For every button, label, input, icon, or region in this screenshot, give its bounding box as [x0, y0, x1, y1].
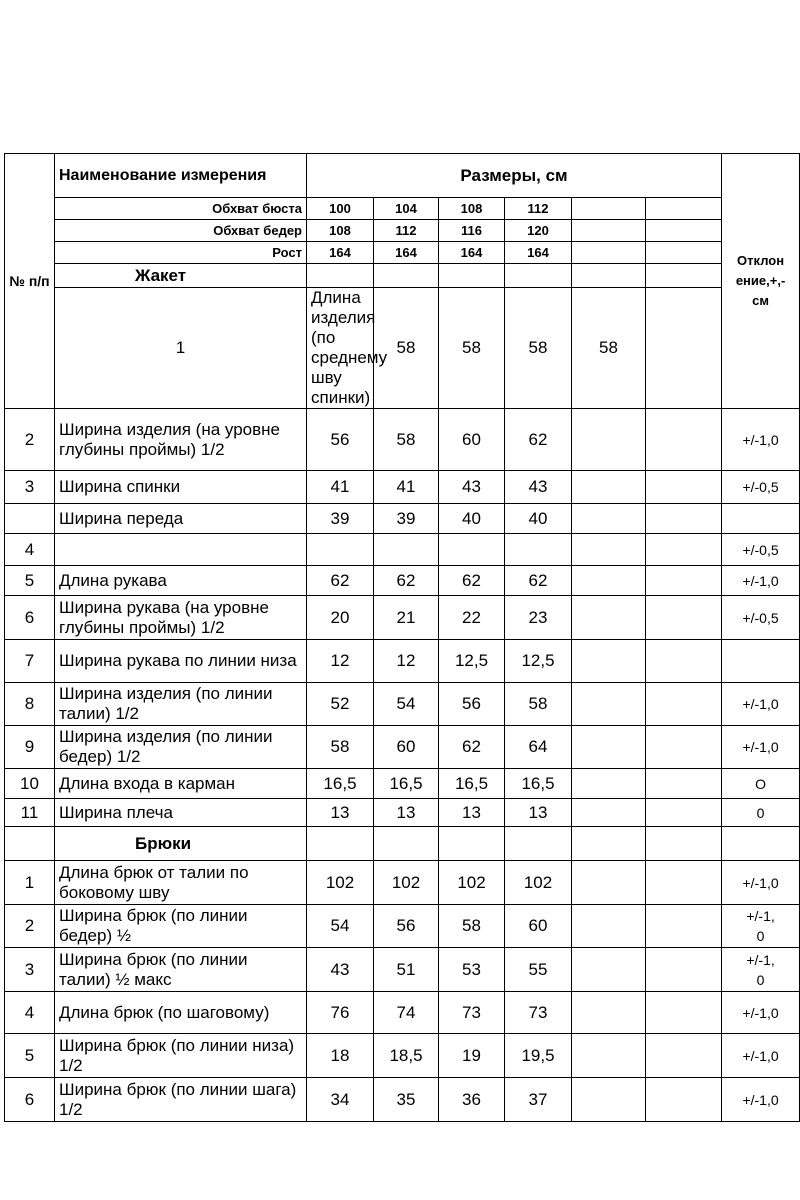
measurement-value: 76 [307, 992, 374, 1034]
measurement-value: 40 [439, 504, 505, 534]
table-row [5, 769, 800, 799]
empty-cell [646, 905, 722, 948]
table-row [5, 288, 800, 409]
measurement-value: 58 [505, 683, 572, 726]
measurement-name: Ширина изделия (на уровне глубины проймы) 1/2 [55, 409, 307, 471]
empty-cell [646, 1034, 722, 1078]
row-number: 2 [5, 905, 55, 948]
row-number: 5 [5, 566, 55, 596]
measurement-value: 18,5 [374, 1034, 439, 1078]
header-size-value: 108 [307, 220, 374, 242]
deviation-value: +/-1,0 [742, 739, 779, 755]
row-number: 1 [5, 861, 55, 905]
measurement-value: 56 [374, 905, 439, 948]
empty-cell [572, 1078, 646, 1122]
measurement-value: 36 [439, 1078, 505, 1122]
deviation-cell [722, 861, 800, 905]
measurement-value: 58 [439, 288, 505, 409]
empty-cell [646, 726, 722, 769]
measurement-value: 54 [374, 683, 439, 726]
empty-cell [646, 596, 722, 640]
measurement-value: 62 [439, 726, 505, 769]
measurement-value: 43 [307, 948, 374, 992]
empty-cell [572, 220, 646, 242]
measurement-name: Ширина плеча [55, 799, 307, 827]
measurement-value: 74 [374, 992, 439, 1034]
header-size-value: 164 [307, 242, 374, 264]
measurement-name: Ширина переда [55, 504, 307, 534]
row-number: 2 [5, 409, 55, 471]
deviation-cell [722, 596, 800, 640]
measurement-name: Ширина брюк (по линии шага) 1/2 [55, 1078, 307, 1122]
deviation-value: +/-1,0 [742, 572, 779, 589]
measurement-name: Ширина изделия (по линии талии) 1/2 [55, 683, 307, 726]
table-row [5, 566, 800, 596]
empty-cell [439, 264, 505, 288]
table-row [5, 1034, 800, 1078]
header-size-value: 108 [439, 198, 505, 220]
measurement-name: Ширина рукава по линии низа [55, 640, 307, 683]
deviation-cell [722, 683, 800, 726]
measurement-value: 20 [307, 596, 374, 640]
measurement-value: 39 [374, 504, 439, 534]
measurement-value: 37 [505, 1078, 572, 1122]
measurement-name: Длина брюк (по шаговому) [55, 992, 307, 1034]
row-number: 8 [5, 683, 55, 726]
measurement-value: 56 [439, 683, 505, 726]
table-row [5, 683, 800, 726]
deviation-cell [722, 726, 800, 769]
measurement-value: 60 [439, 409, 505, 471]
deviation-cell [722, 409, 800, 471]
empty-cell [646, 566, 722, 596]
header-size-value: 116 [439, 220, 505, 242]
measurement-value: 18 [307, 1034, 374, 1078]
measurement-name: Ширина изделия (по линии бедер) 1/2 [55, 726, 307, 769]
measurement-value: 58 [374, 409, 439, 471]
row-number: 5 [5, 1034, 55, 1078]
header-size-value: 112 [505, 198, 572, 220]
row-number: 1 [55, 288, 307, 409]
empty-cell [646, 534, 722, 566]
deviation-value: 0 [756, 804, 765, 821]
row-number: 7 [5, 640, 55, 683]
measurement-value: 12 [307, 640, 374, 683]
measurement-name: Ширина брюк (по линии низа) 1/2 [55, 1034, 307, 1078]
empty-cell [374, 827, 439, 861]
deviation-value: +/-1,0 [742, 696, 779, 712]
measurement-value: 39 [307, 504, 374, 534]
header-size-value: 164 [439, 242, 505, 264]
measurement-value: 58 [439, 905, 505, 948]
measurement-value: 54 [307, 905, 374, 948]
deviation-value: +/-0,5 [742, 541, 779, 558]
empty-cell [572, 1034, 646, 1078]
measurement-name: Ширина брюк (по линии талии) ½ макс [55, 948, 307, 992]
measurement-value: 21 [374, 596, 439, 640]
row-number: 9 [5, 726, 55, 769]
measurement-value: 102 [307, 861, 374, 905]
deviation-value: +/-1,0 [742, 1047, 779, 1064]
empty-cell [572, 769, 646, 799]
measurement-value: 60 [505, 905, 572, 948]
measurement-value: 12,5 [505, 640, 572, 683]
table-row [5, 640, 800, 683]
measurement-name: Ширина брюк (по линии бедер) ½ [55, 905, 307, 948]
empty-cell [572, 534, 646, 566]
header-size-value: 120 [505, 220, 572, 242]
table-row [5, 799, 800, 827]
empty-cell [572, 242, 646, 264]
measurement-value: 52 [307, 683, 374, 726]
table-row [5, 471, 800, 504]
measurement-value: 102 [374, 861, 439, 905]
empty-cell [505, 264, 572, 288]
measurement-name: Ширина рукава (на уровне глубины проймы) 1/2 [55, 596, 307, 640]
measurement-value: 62 [307, 566, 374, 596]
measurement-name: Длина брюк от талии по боковому шву [55, 861, 307, 905]
empty-cell [646, 827, 722, 861]
row-number: 4 [5, 534, 55, 566]
table-row [5, 726, 800, 769]
measurement-value: 16,5 [307, 769, 374, 799]
deviation-cell [722, 566, 800, 596]
deviation-cell [722, 948, 800, 992]
measurement-value: 16,5 [439, 769, 505, 799]
measurement-value: 16,5 [374, 769, 439, 799]
measurement-value: 60 [374, 726, 439, 769]
empty-cell [646, 1078, 722, 1122]
header-measure-row [5, 198, 800, 220]
measurement-value: 43 [505, 471, 572, 504]
measurement-value: 40 [505, 504, 572, 534]
measurement-value: 62 [439, 566, 505, 596]
header-measure-label: Обхват бедер [55, 220, 307, 242]
deviation-value: +/-1,0 [746, 908, 775, 944]
empty-cell [646, 264, 722, 288]
header-sizes-title: Размеры, см [307, 154, 722, 198]
header-measure-row [5, 220, 800, 242]
empty-cell [572, 264, 646, 288]
empty-cell [572, 596, 646, 640]
measurement-value: 13 [307, 799, 374, 827]
size-chart-body [5, 154, 800, 1122]
header-measure-label: Обхват бюста [55, 198, 307, 220]
empty-cell [572, 905, 646, 948]
row-number: 6 [5, 1078, 55, 1122]
measurement-value: 13 [374, 799, 439, 827]
measurement-value: 43 [439, 471, 505, 504]
deviation-value: +/-1,0 [742, 431, 779, 448]
empty-cell [646, 504, 722, 534]
measurement-value: 62 [374, 566, 439, 596]
deviation-cell [722, 799, 800, 827]
empty-cell [5, 827, 55, 861]
empty-cell [505, 827, 572, 861]
row-number: 10 [5, 769, 55, 799]
empty-cell [646, 683, 722, 726]
table-row [5, 504, 800, 534]
empty-cell [572, 948, 646, 992]
deviation-cell [722, 640, 800, 683]
measurement-name: Ширина спинки [55, 471, 307, 504]
empty-cell [572, 198, 646, 220]
deviation-value: +/-1,0 [742, 1004, 779, 1021]
deviation-value: +/-1,0 [742, 1091, 779, 1108]
empty-cell [646, 992, 722, 1034]
deviation-cell [722, 471, 800, 504]
size-chart-table [4, 153, 800, 1122]
deviation-cell [722, 534, 800, 566]
measurement-value: 23 [505, 596, 572, 640]
measurement-value: 13 [439, 799, 505, 827]
empty-cell [439, 827, 505, 861]
empty-cell [374, 264, 439, 288]
table-row [5, 992, 800, 1034]
table-row [5, 1078, 800, 1122]
measurement-value: 62 [505, 409, 572, 471]
row-number: 4 [5, 992, 55, 1034]
measurement-name: Длина входа в карман [55, 769, 307, 799]
row-number: 3 [5, 948, 55, 992]
empty-cell [572, 409, 646, 471]
deviation-value: +/-0,5 [742, 609, 779, 626]
measurement-value: 12 [374, 640, 439, 683]
table-row [5, 948, 800, 992]
empty-cell [572, 861, 646, 905]
empty-cell [572, 640, 646, 683]
empty-cell [572, 992, 646, 1034]
deviation-cell [722, 992, 800, 1034]
header-size-value: 164 [374, 242, 439, 264]
measurement-name: Длина изделия (по среднему шву спинки) [307, 288, 374, 409]
deviation-cell [722, 504, 800, 534]
header-size-value: 104 [374, 198, 439, 220]
measurement-value: 51 [374, 948, 439, 992]
measurement-value: 22 [439, 596, 505, 640]
deviation-cell [722, 905, 800, 948]
deviation-cell [722, 1034, 800, 1078]
empty-cell [646, 948, 722, 992]
measurement-value: 19,5 [505, 1034, 572, 1078]
deviation-cell [722, 1078, 800, 1122]
deviation-cell [722, 769, 800, 799]
header-nopp: № п/п [5, 154, 55, 409]
measurement-value: 34 [307, 1078, 374, 1122]
row-number: 6 [5, 596, 55, 640]
measurement-value: 19 [439, 1034, 505, 1078]
header-size-value: 100 [307, 198, 374, 220]
measurement-value: 102 [439, 861, 505, 905]
empty-cell [646, 471, 722, 504]
table-row [5, 861, 800, 905]
deviation-value: +/-0,5 [742, 479, 779, 495]
row-number: 3 [5, 471, 55, 504]
empty-cell [722, 827, 800, 861]
header-measure-row [5, 242, 800, 264]
measurement-value: 16,5 [505, 769, 572, 799]
deviation-value: +/-1,0 [746, 951, 775, 988]
row-number: 11 [5, 799, 55, 827]
empty-cell [646, 198, 722, 220]
empty-cell [646, 288, 722, 409]
measurement-value: 58 [374, 288, 439, 409]
empty-cell [646, 242, 722, 264]
table-row [5, 905, 800, 948]
header-size-value: 164 [505, 242, 572, 264]
measurement-value: 35 [374, 1078, 439, 1122]
deviation-value: +/-1,0 [742, 874, 779, 891]
table-row [5, 596, 800, 640]
empty-cell [307, 827, 374, 861]
measurement-value: 41 [374, 471, 439, 504]
measurement-value: 58 [572, 288, 646, 409]
header-name-title: Наименование измерения [55, 154, 307, 198]
measurement-value: 13 [505, 799, 572, 827]
empty-cell [572, 471, 646, 504]
header-deviation: Отклон ение,+,- см [722, 154, 800, 409]
empty-cell [572, 566, 646, 596]
empty-cell [572, 726, 646, 769]
measurement-value: 12,5 [439, 640, 505, 683]
measurement-value: 73 [439, 992, 505, 1034]
empty-cell [572, 799, 646, 827]
measurement-value [439, 534, 505, 566]
row-number [5, 504, 55, 534]
section-title: Жакет [55, 264, 307, 288]
measurement-value: 53 [439, 948, 505, 992]
empty-cell [646, 769, 722, 799]
section-title: Брюки [55, 827, 307, 861]
measurement-value: 73 [505, 992, 572, 1034]
measurement-value [374, 534, 439, 566]
section-row [5, 264, 800, 288]
empty-cell [646, 640, 722, 683]
empty-cell [646, 220, 722, 242]
section-row [5, 827, 800, 861]
measurement-value: 102 [505, 861, 572, 905]
empty-cell [572, 827, 646, 861]
header-row-title [5, 154, 800, 198]
table-row [5, 409, 800, 471]
measurement-value [505, 534, 572, 566]
empty-cell [572, 683, 646, 726]
empty-cell [646, 409, 722, 471]
header-measure-label: Рост [55, 242, 307, 264]
measurement-value: 58 [505, 288, 572, 409]
measurement-value: 41 [307, 471, 374, 504]
measurement-name [55, 534, 307, 566]
measurement-value: 62 [505, 566, 572, 596]
table-row [5, 534, 800, 566]
measurement-value [307, 534, 374, 566]
header-size-value: 112 [374, 220, 439, 242]
empty-cell [572, 504, 646, 534]
empty-cell [307, 264, 374, 288]
empty-cell [646, 799, 722, 827]
empty-cell [646, 861, 722, 905]
measurement-name: Длина рукава [55, 566, 307, 596]
measurement-value: 64 [505, 726, 572, 769]
measurement-value: 55 [505, 948, 572, 992]
deviation-value: О [755, 775, 766, 792]
measurement-value: 56 [307, 409, 374, 471]
measurement-value: 58 [307, 726, 374, 769]
